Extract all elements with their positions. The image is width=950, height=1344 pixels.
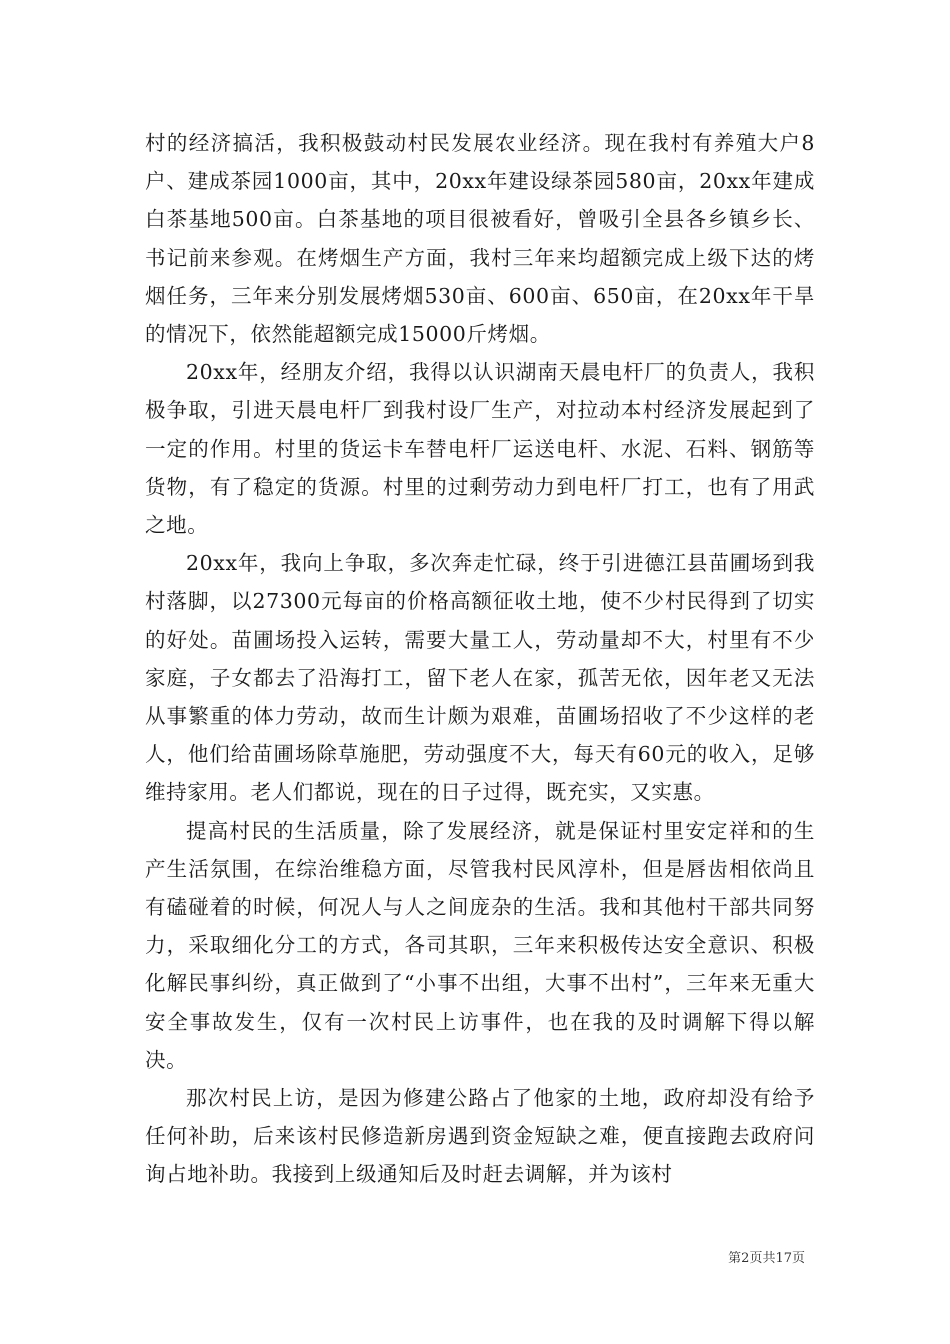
paragraph-4: 提高村民的生活质量，除了发展经济，就是保证村里安定祥和的生产生活氛围，在综治维稳方面，尽管我村民风淳朴，但是唇齿相依尚且有磕碰着的时候，何况人与人之间庞杂的生活。我和其他村干部共同努力，采取细化分工的方式，各司其职，三年来积极传达安全意识、积极化解民事纠纷，真正做到了“小事不出组，大事不出村”，三年来无重大安全事故发生，仅有一次村民上访事件，也在我的及时调解下得以解决。 (145, 818, 815, 1072)
document-body (145, 124, 815, 1194)
paragraph-1: 村的经济搞活，我积极鼓动村民发展农业经济。现在我村有养殖大户8户、建成茶园1000亩，其中，20xx年建设绿茶园580亩，20xx年建成白茶基地500亩。白茶基地的项目很被看好，曾吸引全县各乡镇乡长、书记前来参观。在烤烟生产方面，我村三年来均超额完成上级下达的烤烟任务，三年来分别发展烤烟530亩、600亩、650亩，在20xx年干旱的情况下，依然能超额完成15000斤烤烟。 (145, 131, 815, 347)
page-number: 第2页共17页 (728, 1251, 805, 1266)
paragraph-2: 20xx年，经朋友介绍，我得以认识湖南天晨电杆厂的负责人，我积极争取，引进天晨电杆厂到我村设厂生产，对拉动本村经济发展起到了一定的作用。村里的货运卡车替电杆厂运送电杆、水泥、石料、钢筋等货物，有了稳定的货源。村里的过剩劳动力到电杆厂打工，也有了用武之地。 (145, 360, 815, 538)
paragraph-3: 20xx年，我向上争取，多次奔走忙碌，终于引进德江县苗圃场到我村落脚，以27300元每亩的价格高额征收土地，使不少村民得到了切实的好处。苗圃场投入运转，需要大量工人，劳动量却不大，村里有不少家庭，子女都去了沿海打工，留下老人在家，孤苦无依，因年老又无法从事繁重的体力劳动，故而生计颇为艰难，苗圃场招收了不少这样的老人，他们给苗圃场除草施肥，劳动强度不大，每天有60元的收入，足够维持家用。老人们都说，现在的日子过得，既充实，又实惠。 (145, 551, 815, 805)
paragraph-5: 那次村民上访，是因为修建公路占了他家的土地，政府却没有给予任何补助，后来该村民修造新房遇到资金短缺之难，便直接跑去政府问询占地补助。我接到上级通知后及时赶去调解，并为该村 (145, 1086, 815, 1187)
